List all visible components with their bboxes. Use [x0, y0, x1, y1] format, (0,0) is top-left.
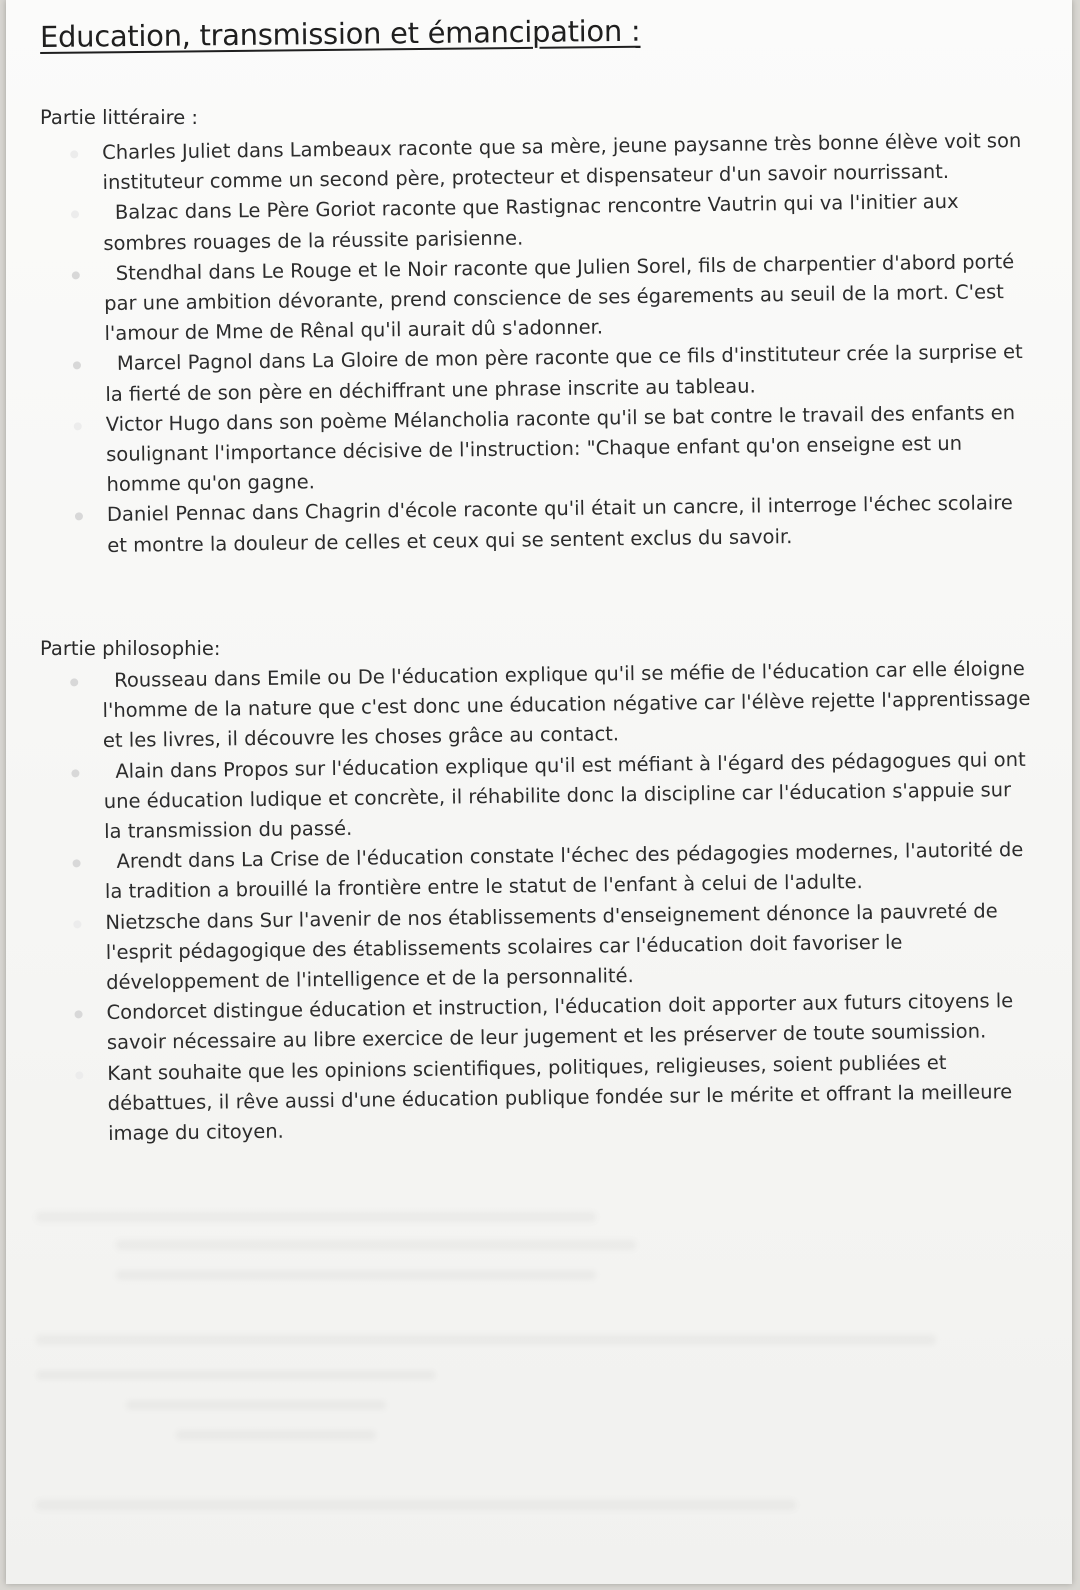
- page-title: Education, transmission et émancipation :: [39, 13, 641, 54]
- list-item-text: Rousseau dans Emile ou De l'éducation explique qu'il se méfie de l'éducation car elle éloigne l'homme de la nature que c'est donc une éducation négative car l'élève rejette l'apprentissage et les livres, il découvre les choses grâce au contact.: [102, 656, 1031, 753]
- list-litteraire: [102, 126, 1037, 561]
- bullet-icon: [72, 271, 80, 279]
- list-item: [106, 398, 1037, 501]
- list-item: [103, 744, 1034, 847]
- bullet-icon: [71, 769, 79, 777]
- list-item-text: Alain dans Propos sur l'éducation explique qu'il est méfiant à l'égard des pédagogues qui ont une éducation ludique et concrète, il réhabilite donc la discipline car l'éducation s'appuie sur la transmission du passé.: [103, 747, 1026, 844]
- list-item: [107, 1046, 1038, 1149]
- list-item: [107, 488, 1038, 561]
- bullet-icon: [75, 1011, 83, 1019]
- list-item-text: Daniel Pennac dans Chagrin d'école raconte qu'il était un cancre, il interroge l'échec scolaire et montre la douleur de celles et ceux qui se sentent exclus du savoir.: [106, 491, 1013, 557]
- bleed-through: [116, 1240, 636, 1250]
- section-heading-philosophie: Partie philosophie:: [40, 637, 221, 660]
- list-item: [102, 654, 1033, 757]
- bullet-icon: [74, 422, 82, 430]
- bullet-icon: [73, 920, 81, 928]
- list-item-text: Nietzsche dans Sur l'avenir de nos établissements d'enseignement dénonce la pauvreté de l'esprit pédagogique des établissements scolaires car l'éducation doit favoriser le développement de l'intelligence et de la personnalité.: [105, 898, 998, 995]
- bullet-icon: [75, 1071, 83, 1079]
- bleed-through: [116, 1270, 596, 1280]
- list-philosophie: [102, 654, 1038, 1149]
- list-item-text: Balzac dans Le Père Goriot raconte que Rastignac rencontre Vautrin qui va l'initier aux sombres rouages de la réussite parisienne.: [103, 190, 959, 255]
- bullet-icon: [73, 860, 81, 868]
- bullet-icon: [70, 678, 78, 686]
- bullet-icon: [70, 150, 78, 158]
- list-item-text: Condorcet distingue éducation et instruction, l'éducation doit apporter aux futurs citoyens le savoir nécessaire au libre exercice de leur jugement et les préserver de toute soumission.: [106, 989, 1014, 1055]
- list-item: [104, 247, 1035, 350]
- bleed-through: [176, 1430, 376, 1440]
- bullet-icon: [73, 362, 81, 370]
- list-item: [105, 895, 1036, 998]
- bleed-through: [36, 1335, 936, 1345]
- list-item-text: Kant souhaite que les opinions scientifiques, politiques, religieuses, soient publiées et débattues, il rêve aussi d'une éducation publique fondée sur le mérite et offrant la meilleure image du citoyen.: [107, 1050, 1013, 1146]
- bleed-through: [126, 1400, 386, 1410]
- list-item-text: Victor Hugo dans son poème Mélancholia raconte qu'il se bat contre le travail des enfants en soulignant l'importance décisive de l'instruction: "Chaque enfant qu'on enseigne est un homme qu'on gagne.: [105, 400, 1016, 497]
- section-heading-litteraire: Partie littéraire :: [40, 106, 198, 129]
- bleed-through: [36, 1500, 796, 1510]
- bullet-icon: [71, 211, 79, 219]
- document-page: [6, 0, 1072, 1584]
- list-item-text: Stendhal dans Le Rouge et le Noir raconte que Julien Sorel, fils de charpentier d'abord porté par une ambition dévorante, prend conscience de ses égarements au seuil de la mort. C'est l'amour de Mme de Rênal qu'il aurait dû s'adonner.: [104, 249, 1015, 346]
- bleed-through: [36, 1370, 436, 1380]
- bleed-through: [36, 1212, 596, 1222]
- list-item-text: Charles Juliet dans Lambeaux raconte que sa mère, jeune paysanne très bonne élève voit son instituteur comme un second père, protecteur et dispensateur d'un savoir nourrissant.: [102, 128, 1022, 195]
- bullet-icon: [75, 513, 83, 521]
- list-item-text: Arendt dans La Crise de l'éducation constate l'échec des pédagogies modernes, l'autorité de la tradition a brouillé la frontière entre le statut de l'enfant à celui de l'adulte.: [104, 838, 1024, 904]
- list-item-text: Marcel Pagnol dans La Gloire de mon père raconte que ce fils d'instituteur crée la surprise et la fierté de son père en déchiffrant une phrase inscrite au tableau.: [105, 340, 1023, 406]
